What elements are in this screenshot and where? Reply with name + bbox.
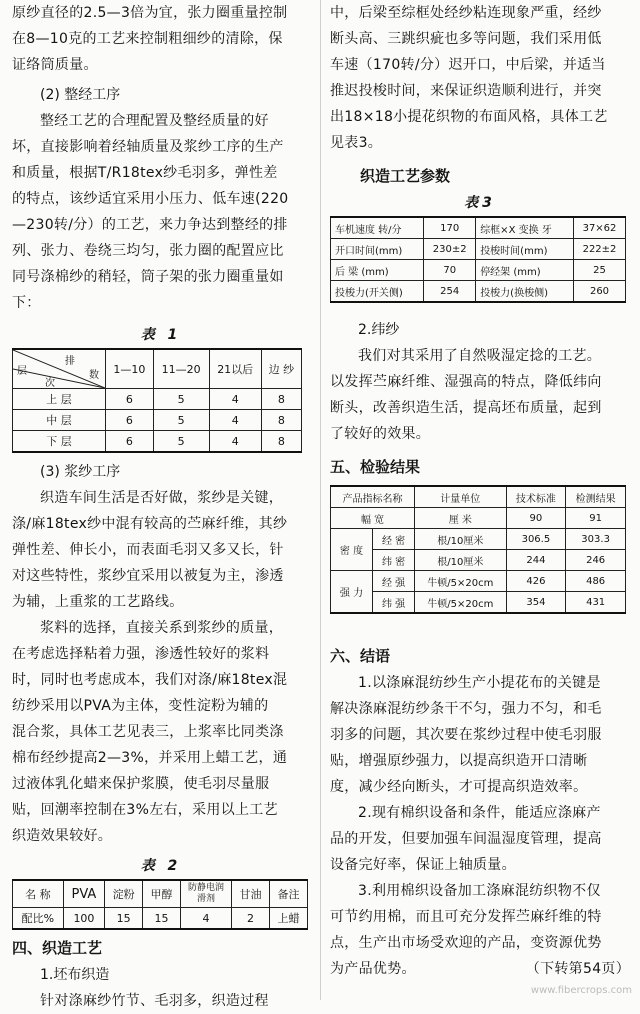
text-line: 弹性差、伸长小，而表面毛羽又多又长，针 [12,542,284,558]
text-line: 时，同时也考虑成本，我们对涤/麻18tex混 [12,672,288,688]
table4-header: 计量单位 [415,486,506,508]
section-heading-weaving: 四、织造工艺 [12,939,103,957]
text-line: 推迟投梭时间，来保证织造顺利进行，并突 [330,83,602,99]
table-cell: 综框×X 变换 牙 [476,217,574,239]
section-heading-conclusion: 六、结语 [330,647,391,665]
table-cell: 486 [566,571,626,592]
corner-label-right: 数 [89,370,99,381]
table2-header: 甘油 [232,880,270,908]
table3-caption: 表3 [464,195,496,211]
text-line: 以发挥苎麻纤维、湿强高的特点，降低纬向 [330,374,602,390]
text-line: 在8—10克的工艺来控制粗细纱的清除，保 [12,31,283,47]
text-line: 羽多的问题，其次要在浆纱过程中使毛羽服 [330,727,602,743]
warping-paragraph [12,108,310,316]
table-cell: 303.3 [566,529,626,550]
table1-row-label: 中 层 [13,410,106,431]
section-heading-weft: 2.纬纱 [358,322,400,338]
table2-header: 淀粉 [105,880,143,908]
table-cell: 306.5 [506,529,566,550]
table-cell: 4 [209,410,261,431]
text-line: 纺纱采用以PVA为主体，变性淀粉为辅的 [12,698,269,714]
text-line: 同号涤棉纱的稍轻，筒子架的张力圈重量如 [12,269,284,285]
table1 [12,348,302,453]
table-cell: 停经架 (mm) [476,260,574,281]
table-row [331,217,626,239]
table-cell: 后 梁 (mm) [331,260,424,281]
table-row [331,571,626,592]
weaving-continued-paragraph [330,0,630,156]
text-line: 在考虑选择粘着力强，渗透性较好的浆料 [12,646,270,662]
table-cell: 5 [153,410,209,431]
table-cell: 4 [209,389,261,410]
table-cell: 6 [106,389,154,410]
table-cell: 431 [566,592,626,614]
text-line: 整经工艺的合理配置及整经质量的好 [40,113,269,129]
table2-header: PVA [63,880,104,908]
text-line: 对这些特性，浆纱宜采用以被复为主，渗透 [12,568,284,584]
text-line: 的特点，该纱适宜采用小压力、低车速(220 [12,191,289,207]
table4-header: 技术标准 [506,486,566,508]
text-line: 断头高、三跳织疵也多等问题，我们采用低 [330,31,602,47]
table-cell: 8 [261,431,301,453]
table-row [331,529,626,550]
table-cell: 牛顿/5×20cm [415,571,506,592]
table-cell: 246 [566,550,626,571]
text-line: 浆料的选择，直接关系到浆纱的质量， [40,620,284,636]
conclusion-paragraph-2 [330,800,630,878]
text-line: 坏，直接影响着经轴质量及浆纱工序的生产 [12,139,284,155]
text-line: 解决涤麻混纺纱条干不匀，强力不匀，和毛 [330,701,602,717]
table-row [331,508,626,529]
text-line: 断头，改善织造生活，提高坯布质量，起到 [330,400,602,416]
table1-corner [13,349,106,389]
table-cell: 4 [181,908,232,930]
text-line: 点，生产出市场受欢迎的产品，变资源优势 [330,935,602,951]
table-cell: 426 [506,571,566,592]
text-line: 车速（170转/分）迟开口，中后梁，并适当 [330,57,606,73]
table-cell: 354 [506,592,566,614]
table-cell: 开口时间(mm) [331,239,424,260]
table-cell: 牛顿/5×20cm [415,592,506,614]
text-line: 织造效果较好。 [12,828,113,844]
text-line: 下： [12,295,41,311]
table4-header: 检测结果 [566,486,626,508]
table-cell: 5 [153,431,209,453]
text-line: —230转/分）的工艺，来力争达到整经的排 [12,217,288,233]
text-line: 涤/麻18tex纱中混有较高的苎麻纤维，其纱 [12,516,288,532]
table-cell: 6 [106,431,154,453]
text-line: 为产品优势。 [330,961,416,977]
table-cell: 5 [153,389,209,410]
table-cell: 244 [506,550,566,571]
table-row [331,260,626,281]
text-line: 见表3。 [330,135,383,151]
column-divider [320,0,321,1000]
text-line: 中，后梁至综框处经纱粘连现象严重，经纱 [330,5,602,21]
table-cell: 经 密 [373,529,415,550]
text-line: 了较好的效果。 [330,426,431,442]
corner-label-top: 排 [65,356,75,367]
watermark: www.fibercrops.com [530,985,632,996]
text-line: 贴，增强原纱强力，以提高织造开口清晰 [330,753,588,769]
text-line: 列、张力、卷绕三均匀，张力圈的配置应比 [12,243,284,259]
text-line: 1.以涤麻混纺纱生产小提花布的关键是 [358,675,601,691]
table-row [13,908,308,930]
table4 [330,485,626,614]
table-cell: 170 [424,217,476,239]
table1-col-header: 11—20 [153,349,209,389]
text-line: 织造车间生活是否好做，浆纱是关键， [40,490,284,506]
table-cell: 厘 米 [415,508,506,529]
table3 [330,216,626,303]
table-cell: 8 [261,410,301,431]
table-cell: 100 [63,908,104,930]
table-row [331,239,626,260]
table-cell: 260 [574,281,626,303]
weft-paragraph [330,343,630,447]
table-cell: 90 [506,508,566,529]
table-cell: 8 [261,389,301,410]
text-line: 证络筒质量。 [12,57,98,73]
table-cell: 强 力 [331,571,373,614]
table1-row-label: 下 层 [13,431,106,453]
table-cell: 25 [574,260,626,281]
table2-header: 防静电润滑剂 [181,880,232,908]
table-cell: 15 [143,908,181,930]
table4-header: 产品指标名称 [331,486,415,508]
table3-title: 织造工艺参数 [360,167,451,185]
text-line: 品的开发，但要加强车间温湿度管理，提高 [330,831,602,847]
text-line: 出18×18小提花织物的布面风格，具体工艺 [330,109,608,125]
table1-col-header: 边 纱 [261,349,301,389]
table-cell: 91 [566,508,626,529]
table-cell: 70 [424,260,476,281]
table-cell: 经 强 [373,571,415,592]
table-cell: 254 [424,281,476,303]
table1-col-header: 1—10 [106,349,154,389]
table-cell: 投梭力(换梭侧) [476,281,574,303]
text-line: 原纱直径的2.5—3倍为宜，张力圈重量控制 [12,5,288,21]
sizing-paragraph-2 [12,615,310,849]
table-row [331,550,626,571]
table2-header: 名 称 [13,880,64,908]
table1-caption: 表 1 [140,327,182,343]
table-cell: 上蜡 [269,908,307,930]
text-line: 过液体乳化蜡来保护浆膜，使毛羽尽量服 [12,776,270,792]
table-cell: 配比% [13,908,64,930]
section-heading-sizing: (3) 浆纱工序 [40,464,121,480]
table-row [13,389,302,410]
section-heading-warping: (2) 整经工序 [40,87,121,103]
table-cell: 15 [105,908,143,930]
table-cell: 37×62 [574,217,626,239]
table-cell: 根/10厘米 [415,550,506,571]
table-cell: 230±2 [424,239,476,260]
table2-header: 备注 [269,880,307,908]
text-line: 设备完好率，保证上轴质量。 [330,857,516,873]
table-cell: 投梭力(开关侧) [331,281,424,303]
text-line: 3.利用棉织设备加工涤麻混纺织物不仅 [358,883,601,899]
table-cell: 投梭时间(mm) [476,239,574,260]
table-cell: 6 [106,410,154,431]
continued-note: （下转第54页） [525,961,630,977]
text-line: 和质量，根据T/R18tex纱毛羽多，弹性差 [12,165,278,181]
table-cell: 根/10厘米 [415,529,506,550]
corner-label-bottom: 次 [45,378,55,389]
table-row [13,431,302,453]
left-column [12,0,310,1014]
right-column [330,0,630,982]
text-line: 可节约用棉，而且可充分发挥苎麻纤维的特 [330,909,602,925]
table-cell: 纬 密 [373,550,415,571]
table-cell: 4 [209,431,261,453]
table1-row-label: 上 层 [13,389,106,410]
table-cell: 幅 宽 [331,508,415,529]
table-cell: 2 [232,908,270,930]
intro-paragraph [12,0,310,78]
text-line: 混合浆，具体工艺见表三，上浆率比同类涤 [12,724,284,740]
table2 [12,879,308,930]
weaving-paragraph [12,988,310,1014]
text-line: 度，减少经向断头，才可提高织造效率。 [330,779,588,795]
subsection-heading-grey-cloth: 1.坯布织造 [40,967,110,983]
table-cell: 密 度 [331,529,373,571]
table2-header: 甲醇 [143,880,181,908]
section-heading-inspection: 五、检验结果 [330,458,421,476]
table1-col-header: 21以后 [209,349,261,389]
table-cell: 纬 强 [373,592,415,614]
corner-label-left: 层 [17,366,27,377]
table-row [13,410,302,431]
text-line: 我们对其采用了自然吸湿定捻的工艺。 [358,348,602,364]
text-line: 2.现有棉织设备和条件，能适应涤麻产 [358,805,601,821]
text-line: 针对涤麻纱竹节、毛羽多，织造过程 [40,993,269,1009]
table-row [331,592,626,614]
table-cell: 222±2 [574,239,626,260]
sizing-paragraph-1 [12,485,310,615]
table-row [331,281,626,303]
table-cell: 车机速度 转/分 [331,217,424,239]
conclusion-paragraph-1 [330,670,630,800]
text-line: 贴，回潮率控制在3%左右，采用以上工艺 [12,802,278,818]
text-line: 为辅，上重浆的工艺路线。 [12,594,184,610]
text-line: 棉布经纱提高2—3%，并采用上蜡工艺，通 [12,750,288,766]
table2-caption: 表 2 [140,858,182,874]
